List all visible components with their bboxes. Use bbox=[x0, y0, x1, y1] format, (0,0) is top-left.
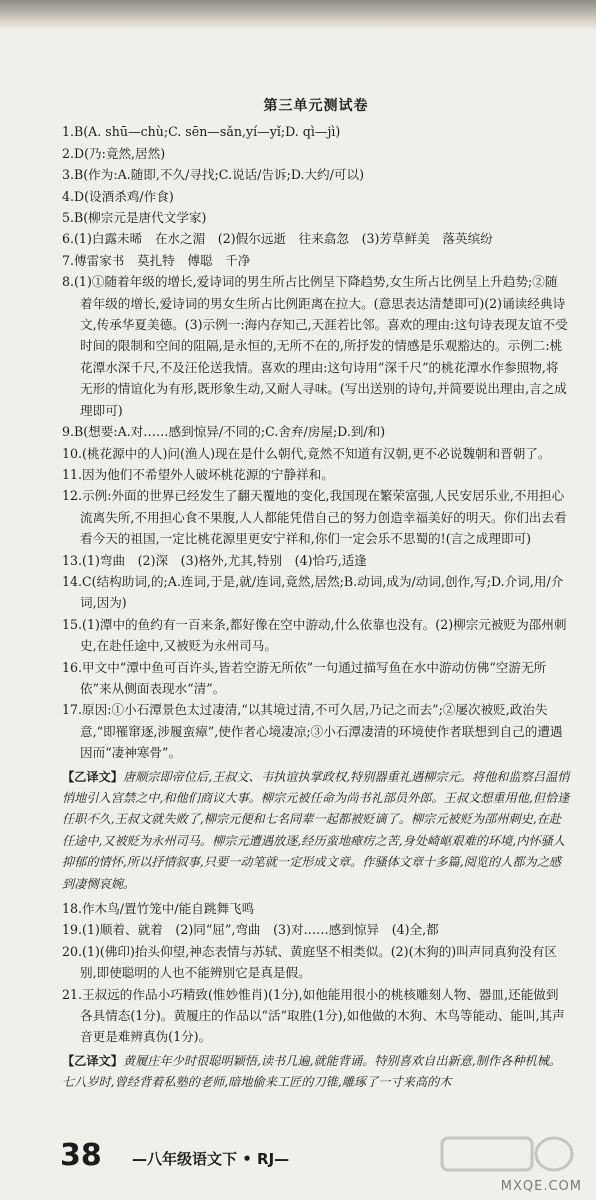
answer-item: 17.原因:①小石潭景色太过凄清,“以其境过清,不可久居,乃记之而去”;②屡次被贬,政治失意,“即罹窜逐,涉履蛮瘴”,使作者心境凄凉;③小石潭凄清的环境使作者联想到自己的遭遇因而“凄神寒骨”。 bbox=[62, 702, 563, 761]
translation-label: 【乙译文】 bbox=[62, 1053, 123, 1068]
answer-item: 14.C(结构助词,的;A.连词,于是,就/连词,竟然,居然;B.动词,成为/动词,创作,写;D.介词,用/介词,因为) bbox=[62, 573, 564, 611]
answer-item: 5.B(柳宗元是唐代文学家) bbox=[62, 210, 207, 226]
translation-text: 黄履庄年少时很聪明颖悟,读书几遍,就能背诵。特别喜欢自出新意,制作各种机械。七八岁时,曾经背着私塾的老师,暗地偷来工匠的刀锥,雕琢了一寸来高的木 bbox=[62, 1053, 562, 1090]
scan-top-shadow bbox=[0, 0, 596, 30]
answer-item: 6.(1)白露未晞 在水之湄 (2)假尔远逝 往来翕忽 (3)芳草鲜美 落英缤纷 bbox=[62, 231, 493, 247]
translation-label: 【乙译文】 bbox=[62, 769, 123, 784]
book-label: —八年级语文下 • RJ— bbox=[132, 1150, 290, 1168]
answer-item: 7.傅雷家书 莫扎特 傅聪 千净 bbox=[62, 252, 251, 268]
answer-item: 10.(桃花源中的人)问(渔人)现在是什么朝代,竟然不知道有汉朝,更不必说魏朝和晋朝了。 bbox=[62, 445, 551, 461]
answer-item: 3.B(作为:A.随即,不久/寻找;C.说话/告诉;D.大约/可以) bbox=[62, 167, 364, 183]
translation-block-1 bbox=[62, 767, 570, 895]
answer-item: 21.王叔远的作品小巧精致(惟妙惟肖)(1分),如他能用很小的桃核雕刻人物、器皿,还能做到各具情态(1分)。黄履庄的作品以“活”取胜(1分),如他做的木狗、木鸟等能动、能叫,其声音更是难辨真伪(1分)。 bbox=[62, 986, 565, 1045]
answers-list-1 bbox=[62, 121, 570, 763]
answer-item: 2.D(乃:竟然,居然) bbox=[62, 145, 166, 161]
answer-page bbox=[62, 96, 570, 1097]
page-title: 第三单元测试卷 bbox=[263, 98, 369, 114]
answer-item: 12.示例:外面的世界已经发生了翻天覆地的变化,我国现在繁荣富强,人民安居乐业,不用担心流离失所,不用担心食不果腹,人人都能凭借自己的努力创造幸福美好的明天。你们出去看看今天的祖国,一定比桃花源里更安宁祥和,你们一定会乐不思蜀的!(言之成理即可) bbox=[62, 488, 567, 547]
answer-item: 16.甲文中“潭中鱼可百许头,皆若空游无所依”一句通过描写鱼在水中游动仿佛“空游无所依”来从侧面表现水“清”。 bbox=[62, 659, 547, 696]
answer-item: 13.(1)弯曲 (2)深 (3)格外,尤其,特别 (4)恰巧,适逢 bbox=[62, 552, 367, 568]
answer-item: 11.因为他们不希望外人破坏桃花源的宁静祥和。 bbox=[62, 466, 334, 482]
translation-block-2 bbox=[62, 1051, 570, 1094]
watermark-url: MXQE.COM bbox=[500, 1179, 582, 1194]
page-number: 38 bbox=[60, 1138, 102, 1173]
answer-item: 1.B(A. shū—chù;C. sēn—sǎn,yí—yǐ;D. qì—jì) bbox=[62, 124, 341, 140]
translation-text: 唐顺宗即帝位后,王叔文、韦执谊执掌政权,特别器重礼遇柳宗元。将他和监察吕温悄悄地引入宫禁之中,和他们商议大事。柳宗元被任命为尚书礼部员外郎。王叔文想重用他,但恰逢任职不久,王叔文就失败了,柳宗元便和七名同辈一起都被贬谪了。柳宗元被贬为邵州刺史,在赴任途中,又被贬为永州司马。柳宗元遭遇放逐,经历蛮地瘴疠之苦,身处崎岖艰难的环境,内怀骚人抑郁的情怀,所以抒情叙事,只要一动笔就一定形成文章。作骚体文章十多篇,阅览的人都为之感到凄恻哀婉。 bbox=[62, 769, 570, 891]
answer-item: 9.B(想要:A.对……感到惊异/不同的;C.舍弃/房屋;D.到/和) bbox=[62, 424, 386, 440]
answers-list-2 bbox=[62, 898, 570, 1048]
answer-item: 18.作木鸟/置竹笼中/能自跳舞飞鸣 bbox=[62, 901, 255, 917]
answer-item: 4.D(设酒杀鸡/作食) bbox=[62, 188, 174, 204]
answer-item: 19.(1)顺着、就着 (2)同“屈”,弯曲 (3)对……感到惊异 (4)全,都 bbox=[62, 922, 439, 938]
answer-item: 8.(1)①随着年级的增长,爱诗词的男生所占比例呈下降趋势,女生所占比例呈上升趋势;②随着年级的增长,爱诗词的男女生所占比例距离在拉大。(意思表达清楚即可)(2)诵读经典诗文,传承华夏美德。(3)示例一:海内存知己,天涯若比邻。喜欢的理由:这句诗表现友谊不受时间的限制和空间的阻隔,是永恒的,无所不在的,所抒发的情感是乐观豁达的。示例二:桃花潭水深千尺,不及汪伦送我情。喜欢的理由:这句诗用“深千尺”的桃花潭水作参照物,将无形的情谊化为有形,既形象生动,又耐人寻味。(写出送别的诗句,并简要说出理由,言之成理即可) bbox=[62, 274, 568, 418]
answer-item: 20.(1)(佛印)抬头仰望,神态表情与苏轼、黄庭坚不相类似。(2)(木狗的)叫声同真狗没有区别,即使聪明的人也不能辨别它是真是假。 bbox=[62, 943, 557, 981]
answer-item: 15.(1)潭中的鱼约有一百来条,都好像在空中游动,什么依靠也没有。(2)柳宗元被贬为邵州刺史,在赴任途中,又被贬为永州司马。 bbox=[62, 616, 567, 654]
